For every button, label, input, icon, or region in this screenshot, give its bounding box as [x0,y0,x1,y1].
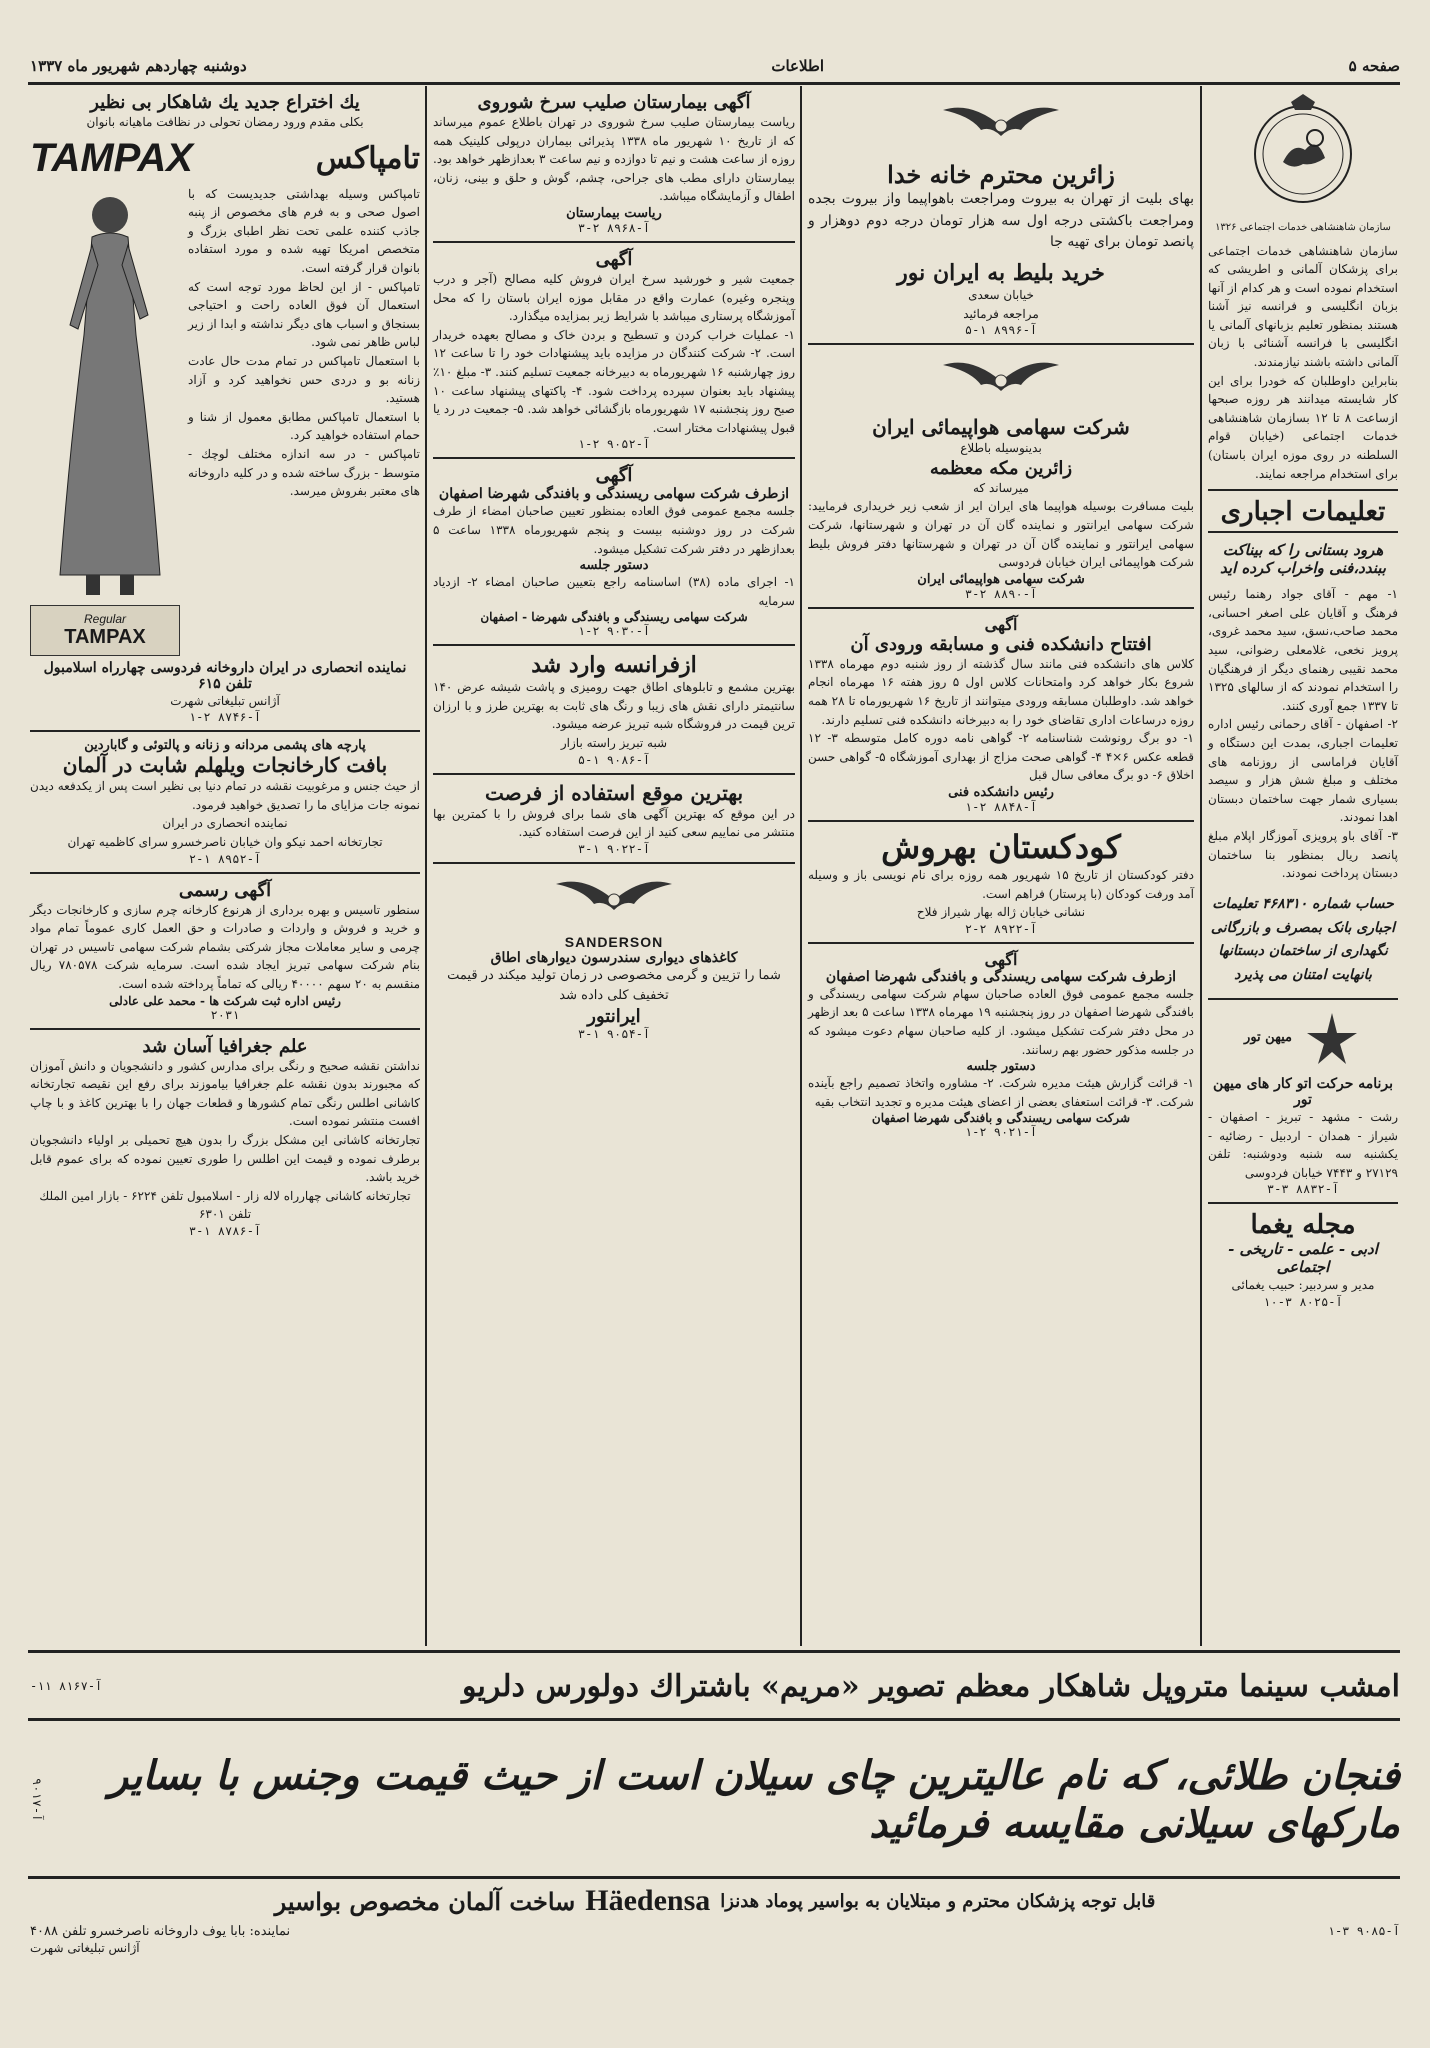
atlas-address: تجارتخانه کاشانی چهارراه لاله زار - اسلامبول تلفن ۶۲۲۴ - بازار امین الملك تلفن ۶۳۰۱ [39,1188,411,1222]
tour-code: آ-۸۸۳۲ ۳-۳ [1266,1182,1340,1197]
column-rule-1 [1200,86,1202,1646]
airline-rest: میرساند که [973,480,1029,495]
meeting-signature: شرکت سهامی ریسندگی و بافندگی شهرضا - اصفهان [480,610,748,625]
yaghma-editor: مدیر و سردبیر: حبیب یغمائی [1231,1278,1375,1293]
pilgrim-body: بهای بلیت از تهران به بیروت ومراجعت باهواپیما واز بیروت بجده ومراجعت باکشتی درجه اول سه هزار تومان درجه دوم دوهزار و پانصد تومان برای تهیه جا [808,191,1194,251]
faculty-items: ۱- دو برگ رونوشت شناسنامه ۲- گواهی نامه دوره کامل متوسطه ۳- ۱۲ قطعه عکس ۶×۴ ۴- گواهی صحت مزاج از بهداری آموزشگاه ۵- گواهی حسن اخلاق ۶- دو برگ معافی سال قبل [808,731,1194,783]
fabric-body: از حیث جنس و مرغوبیت نقشه در تمام دنیا بی نظیر است پس از یکدفعه دیدن نمونه جات مزایای ما را تصدیق خواهید فرمود. [30,779,420,812]
mill-agenda-title: دستور جلسه [966,1059,1036,1075]
atlas-title: علم جغرافیا آسان شد [142,1035,308,1057]
tampax-p3: با استعمال تامپاکس در تمام مدت حال عادت زنانه بو و دردی حس نخواهید کرد و آزاد هستید. [188,353,420,406]
mill-signature: شرکت سهامی ریسندگی و بافندگی شهرضا اصفهان [871,1111,1131,1126]
atlas-body: نداشتن نقشه صحیح و رنگی برای مدارس کشور و دانشجویان و دانش آموزان که مجبورند بدون نقشه علم جغرافیا بیاموزند برای رفع این نقیصه تجارتخانه کاشانی اطلس رنگی تمام کشورها و قطعات جهان را با بهترین کاغذ و با چاپ افست منتشر نموده است. [30,1058,420,1129]
atlas-code: آ-۸۷۸۶ ۱-۳ [188,1223,262,1238]
pilgrim-code: آ-۸۹۹۶ ۱-۵ [964,323,1038,338]
tampax-fa: تامپاکس [315,140,420,176]
fabric-headline: پارچه های پشمی مردانه و زنانه و پالتوئی و گاباردین [84,738,366,754]
medicine-agent: نماینده: بابا یوف داروخانه ناصرخسرو تلفن ۴۰۸۸ [30,1924,291,1939]
hospital-title: آگهی بیمارستان صلیب سرخ شوروی [477,92,751,113]
opportunity-title: بهترین موقع استفاده از فرصت [484,780,744,805]
tea-code: آ-۹۰۱۷ [30,1778,44,1822]
yaghma-subtitle: ادبی - علمی - تاریخی - اجتماعی [1228,1240,1378,1277]
auction-items: ۱- عملیات خراب کردن و تسطیح و بردن خاک و مصالح بعهده خریدار است. ۲- شرکت کنندگان در مزایده باید پیشنهادات خود را تا ساعت ۱۲ روز چهارشنبه ۱۶ شهریورماه به دبیرخانه جمعیت تسلیم کنند. ۳- مبلغ ۱۰٪ پیشنهاد باید بعنوان سپرده پرداخت شود. ۴- پاکتهای پیشنهاد ساعت ۱۰ صبح روز پنجشنبه ۱۷ شهریورماه بازگشائی خواهد شد. ۵- جمعیت در رد یا قبول پیشنهادات مختار است. [433,327,796,435]
medicine-pre: قابل توجه پزشکان محترم و مبتلایان به بواسیر پوماد هدنزا [720,1890,1156,1912]
pilgrim-cta: خرید بلیط به ایران نور [897,260,1105,287]
winged-emblem-1 [941,96,1061,156]
wallpaper-brand: SANDERSON [564,933,664,950]
france-code: آ-۹۰۸۶ ۱-۵ [577,752,651,767]
column-2 [808,92,1194,1642]
opportunity-code: آ-۹۰۲۲ ۱-۳ [577,841,651,856]
mill-code: آ-۹۰۲۱ ۲-۱ [964,1125,1038,1140]
tampax-illustration [30,185,180,656]
tour-body: رشت - مشهد - تبریز - اصفهان - شیراز - همدان - اردبیل - رضائیه - یکشنبه سه شنبه ودوشنبه: تلفن ۲۷۱۲۹ و ۷۴۴۳ خیابان فردوسی [1208,1109,1398,1180]
winged-emblem-2 [941,351,1061,411]
cinema-banner [30,1660,1400,1712]
education-item-1: ۱- مهم - آقای جواد رهنما رئیس فرهنگ و آقایان علی اصغر احسانی، محمد صاحب،نسق، سید محمد غروی، پرویز نخعی، غلامعلی رضوانی، سید محمد نقیبی رهنمای دیگر از فرهنگیان را استخدام نمودند که از سالهای ۱۳۲۵ تا ۱۳۳۷ جمع آوری کنند. [1208,587,1398,713]
education-item-2: ۲- اصفهان - آقای رحمانی رئیس اداره تعلیمات اجباری، بمدت این دستگاه و آقایان فراماسی از روزنامه های مختلف و مبلغ شش هزار و سیصد بسیاری شمار جهت ساختمان دبستان اهدا نمودند. [1208,717,1398,825]
kindergarten-body: دفتر کودکستان از تاریخ ۱۵ شهریور همه روزه برای نام نویسی باز و وسیله آمد ورفت کودکان (با پرستار) فراهم است. [808,867,1194,901]
tampax-box: Regular TAMPAX [30,605,180,656]
tampax-body: تامپاکس وسیله بهداشتی جدیدیست که با اصول صحی و به فرم های مخصوص از پنبه جاذب کننده علمی تحت نظر اطبای بزرگ و متخصص امریکا تهیه شده و مورد استفاده بانوان قرار گرفته است. [188,186,420,275]
right-column [1208,92,1398,1642]
atlas-p2: تجارتخانه کاشانی این مشکل بزرگ را بدون هیچ تحمیلی بر اولیاء دانشجویان برطرف نموده و قیمت این اطلس را طوری تعیین نموده که برای عموم قابل خرید باشد. [30,1132,420,1185]
wallpaper-body: شما را تزیین و گرمی مخصوصی در زمان تولید میکند در قیمت تخفیف کلی داده شد [447,967,781,1003]
mill-agenda: ۱- قرائت گزارش هیئت مدیره شرکت. ۲- مشاوره واتخاذ تصمیم راجع بآینده شرکت. ۳- قرائت استعفای بعضی از اعضای هیئت مدیره و تجدید انتخاب بقیه [808,1076,1194,1109]
page-number: صفحه ۵ [1348,57,1400,75]
airline-subtitle: بدینوسیله باطلاع [960,441,1042,456]
social-services-ad: سازمان شاهنشاهی خدمات اجتماعی برای پزشکان آلمانی و اطریشی که استخدام نموده است و هر کدام از آنها بزبان انگلیسی و فرانسه نیز آشنا هستند بمنظور تعلیم بزبانهای آلمانی یا انگلیسی با فرانسه آشنائی با زبان آلمانی داشته باشند نیازمندند. [1208,243,1398,370]
tampax-subheadline: بکلی مقدم ورود رمضان تحولی در نظافت ماهیانه بانوان [86,115,364,129]
tampax-agency: آژانس تبلیغاتی شهرت [170,693,280,708]
medicine-post: ساخت آلمان مخصوص بواسیر [274,1886,576,1916]
tea-banner [30,1730,1400,1870]
kindergarten-title: کودکستان بهروش [881,827,1121,866]
faculty-signature: رئیس دانشکده فنی [948,784,1054,800]
cinema-text: امشب سینما متروپل شاهکار معظم تصویر «مریم» باشتراك دولورس دلریو [462,1668,1400,1704]
wallpaper-title: کاغذهای دیواری سندرسون دیوارهای اطاق [490,949,738,966]
airline-body: بلیت مسافرت بوسیله هواپیما های ایران ایر از شعب زیر خریداری فرمایید: شرکت سهامی ایرانتور و نماینده گان آن در تهران و شهرستانها، شرکت سهامی ایرانتور و نماینده گان آن در تهران و شهرستانها دفتر فروش بلیط شرکت هواپیمائی ایران خیابان فردوسی [808,499,1194,570]
bottom-rule-1 [28,1650,1400,1653]
wallpaper-shop: ایرانتور [587,1006,641,1028]
official-signature: رئیس اداره ثبت شرکت ها - محمد علی عادلی [109,993,341,1008]
pilgrim-title: زائرین محترم خانه خدا [887,160,1115,189]
airline-code: آ-۸۸۹۰ ۲-۳ [964,586,1038,601]
official-body: سنطور تاسیس و بهره برداری از هرنوع کارخانه چرم سازی و کارخانجات دیگر و خرید و فروش و واردات و صادرات و حق العمل کاری عموماً تمام مواد چرمی و سایر معاملات مجاز شرکتی بشمام شرکت سهامی تاسیس در تهران بنام شرکت سهامی تبریز ایجاد شده است. سرمایه شرکت ۷۸۰۵۷۸ ریال منقسم به ۲۰ سهم ۴۰۰۰۰ ریالی که تماماً پرداخته شده است. [30,902,421,991]
france-title: ازفرانسه وارد شد [531,652,697,679]
kindergarten-address: نشانی خیابان ژاله بهار شیراز فلاح [916,905,1086,920]
faculty-code: آ-۸۸۴۸ ۲-۱ [964,799,1038,814]
seal-caption: سازمان شاهنشاهی خدمات اجتماعی ۱۳۲۶ [1215,222,1391,233]
education-title: تعلیمات اجباری [1208,497,1398,533]
faculty-label: آگهی [984,614,1018,634]
meeting-title: ازطرف شرکت سهامی ریسندگی و بافندگی شهرضا اصفهان [438,486,790,503]
faculty-body: کلاس های دانشکده فنی مانند سال گذشته از روز شنبه دوم مهرماه ۱۳۳۸ شروع بکار خواهد کرد وامتحانات کلاس اول ۵ روز هفته ۱۶ مهرماه انجام خواهد شد. داوطلبان مسابقه ورودی میتوانند از تاریخ ۱۶ شهریورماه تا ۲۸ همه روزه درساعات اداری تقاضای خود را به دبیرخانه دانشکده فنی تسلیم دارند. [808,656,1195,727]
meeting-body: جلسه مجمع عمومی فوق العاده بمنظور تعیین صاحبان امضاء از طرف شرکت در روز دوشنبه بیست و پنجم شهریورماه ۱۳۳۸ ساعت ۵ بعدازظهر در دفتر شرکت تشکیل میشود. [433,504,795,556]
tampax-brand-row [30,136,420,181]
hospital-code: آ-۸۹۶۸ ۲-۳ [577,220,651,235]
tea-text: فنجان طلائی، که نام عالیترین چای سیلان است از حیث قیمت وجنس با بساير مارکهای سیلانی مقایسه فرمائید [109,1752,1400,1847]
education-item-3: ۳- آقای باو پرویزی آموزگار اپلام مبلغ پانصد ریال بمنظور بنا ساختمان دبستان پرداخت نمودند. [1208,828,1398,881]
pilgrim-refer: مراجعه فرمائید [963,306,1039,321]
auction-body: جمعیت شیر و خورشید سرخ ایران فروش کلیه مصالح (آجر و درب وپنجره وغیره) عمارت واقع در مقابل موزه ایران باستان را که محل آموزشگاه پرستاری میباشد با شرایط زیر بمزایده میگذارد. [433,271,795,324]
fabric-title: بافت کارخانجات ویلهلم شابت در آلمان [62,753,388,778]
bottom-rule-2 [28,1718,1400,1721]
lion-sun-seal [1243,92,1363,212]
tour-title: برنامه حرکت اتو کار های میهن تور [1212,1075,1394,1108]
column-rule-3 [425,86,427,1646]
auction-code: آ-۹۰۵۲ ۲-۱ [577,437,651,452]
mill-label: آگهی [984,949,1018,969]
page-header [30,52,1400,80]
tampax-headline: یك اختراع جدید یك شاهکار بی نظیر [90,92,360,113]
winged-emblem-3 [554,870,674,930]
bottom-rule-3 [28,1876,1400,1879]
left-column [30,92,420,1642]
hospital-body: ریاست بیمارستان صلیب سرخ شوروی در تهران باطلاع عموم میرساند که از تاریخ ۱۰ شهریور ماه ۱۳۳۸ پذیرائی بیماران درپولی کلینیک همه روزه از ساعت هشت و نیم تا دوازده و نیم ساعت ۳ بعدازظهر خواهد بود. بیمارستان دارای مطب های جراحی، چشم، گوش و حلق و بینی، زنان، اطفال و آزمایشگاه میباشد. [433,115,795,204]
pilgrim-address: خیابان سعدی [968,288,1034,303]
medicine-code: آ-۹۰۸۵ ۳-۱ [1327,1924,1400,1938]
column-rule-2 [800,86,802,1646]
header-rule [28,82,1400,85]
bank-account-note: حساب شماره ۴۶۸۳۱۰ تعلیمات اجباری بانک بمصرف و بازرگانی نگهداری از ساختمان دبستانها بانهایت امتنان می پذیرد [1210,895,1396,984]
hospital-signature: ریاست بیمارستان [566,205,662,221]
yaghma-title: مجله یغما [1250,1210,1356,1241]
france-address: شبه تبریز راسته بازار [560,736,668,751]
official-code: ۲۰۳۱ [210,1007,240,1022]
kindergarten-code: آ-۸۹۲۲ ۲-۲ [964,921,1038,936]
column-3 [433,92,795,1642]
france-body: بهترین مشمع و تابلوهای اطاق جهت رومیزی و پاشت شیشه عرض ۱۴۰ سانتیمتر دارای نقش های زیبا و رنگ های ثابت به بهترین طرز و با ارزان ترین قیمت در فروشگاه شبه تبریز عرضه میشود. [433,680,795,732]
airline-signature: شرکت سهامی هواپیمائی ایران [917,571,1085,587]
medicine-agency: آژانس تبلیغاتی شهرت [30,1941,140,1955]
education-subtitle: هرود بستانی را که بیناکت ببندد،فنی واخراب کرده اید [1220,541,1386,578]
tampax-brand: TAMPAX [30,135,193,180]
cinema-code: آ-۸۱۶۷ ۱۱- [30,1679,103,1693]
mill-title: ازطرف شرکت سهامی ریسندگی و بافندگی شهرضا اصفهان [825,968,1177,985]
airline-headline: زائرین مکه معظمه [929,457,1073,479]
tampax-p4: با استعمال تامپاکس مطابق معمول از شنا و حمام استفاده خواهید کرد. [188,409,420,443]
paper-name: اطلاعات [771,57,825,75]
airline-title: شرکت سهامی هواپیمائی ایران [872,415,1130,440]
wallpaper-code: آ-۹۰۵۴ ۱-۳ [577,1027,651,1042]
mihan-tour-logo: میهن تور [1208,1008,1398,1068]
yaghma-code: آ-۸۰۲۵ ۳-۱۰ [1263,1294,1343,1309]
tampax-code: آ-۸۷۴۶ ۲-۱ [188,710,262,725]
mill-body: جلسه مجمع عمومی فوق العاده صاحبان سهام شرکت سهامی ریسندگی و بافندگی شهرضا اصفهان در روز پنجشنبه ۱۹ مهرماه ۱۳۳۸ ساعت ۵ بعد ازظهر در محل دفتر شرکت تشکیل میشود. از کلیه صاحبان سهام دعوت میشود که در جلسه مذکور حضور بهم رسانند. [808,986,1194,1057]
meeting-agenda-title: دستور جلسه [579,558,649,574]
opportunity-body: در این موقع که بهترین آگهی های شما برای فروش را با کمترین بها منتشر می نماییم سعی کنید از این فرصت استفاده کنید. [433,806,795,840]
meeting-label: آگهی [595,465,633,487]
fabric-code: آ-۸۹۵۲ ۱-۲ [188,851,262,866]
fabric-agent: نماینده انحصاری در ایران [162,816,288,831]
tampax-p5: تامپاکس - در سه اندازه مختلف لوچك - متوسط - بزرگ ساخته شده و در کلیه داروخانه های معتبر بفروش میرسد. [188,446,420,499]
fabric-shop: تجارتخانه احمد نیکو وان خیابان ناصرخسرو سرای کاظمیه تهران [67,834,383,849]
medicine-brand: Häedensa [585,1884,711,1917]
auction-label: آگهی [595,248,633,270]
medicine-banner [30,1884,1400,2004]
meeting-agenda: ۱- اجرای ماده (۳۸) اساسنامه راجع بتعیین صاحبان امضاء ۲- ازدیاد سرمایه [433,575,795,608]
issue-date: دوشنبه چهاردهم شهریور ماه ۱۳۳۷ [30,57,247,75]
official-title: آگهی رسمی [178,879,272,901]
faculty-title: افتتاح دانشکده فنی و مسابقه ورودی آن [850,633,1152,655]
tampax-agent: نماینده انحصاری در ایران داروخانه فردوسی چهارراه اسلامبول تلفن ۶۱۵ [43,659,407,692]
meeting-code: آ-۹۰۳۰ ۲-۱ [577,624,651,639]
social-services-ad-2: بنابراین داوطلبان که خودرا برای این کار شایسته میدانند هر روزه صبحها ازساعت ۸ تا ۱۲ بسازمان شاهنشاهی خدمات اجتماعی (خیابان قوام السلطنه در روی موزه ایران باستان) برای استخدام مراجعه نمایند. [1208,373,1398,481]
tampax-p2: تامپاکس - از این لحاظ مورد توجه است که استعمال آن فوق العاده راحت و احتیاجی بسنجاق و اسباب های دیگر نداشته و ابدا از زیر لباس ظاهر نمی شود. [188,279,420,350]
